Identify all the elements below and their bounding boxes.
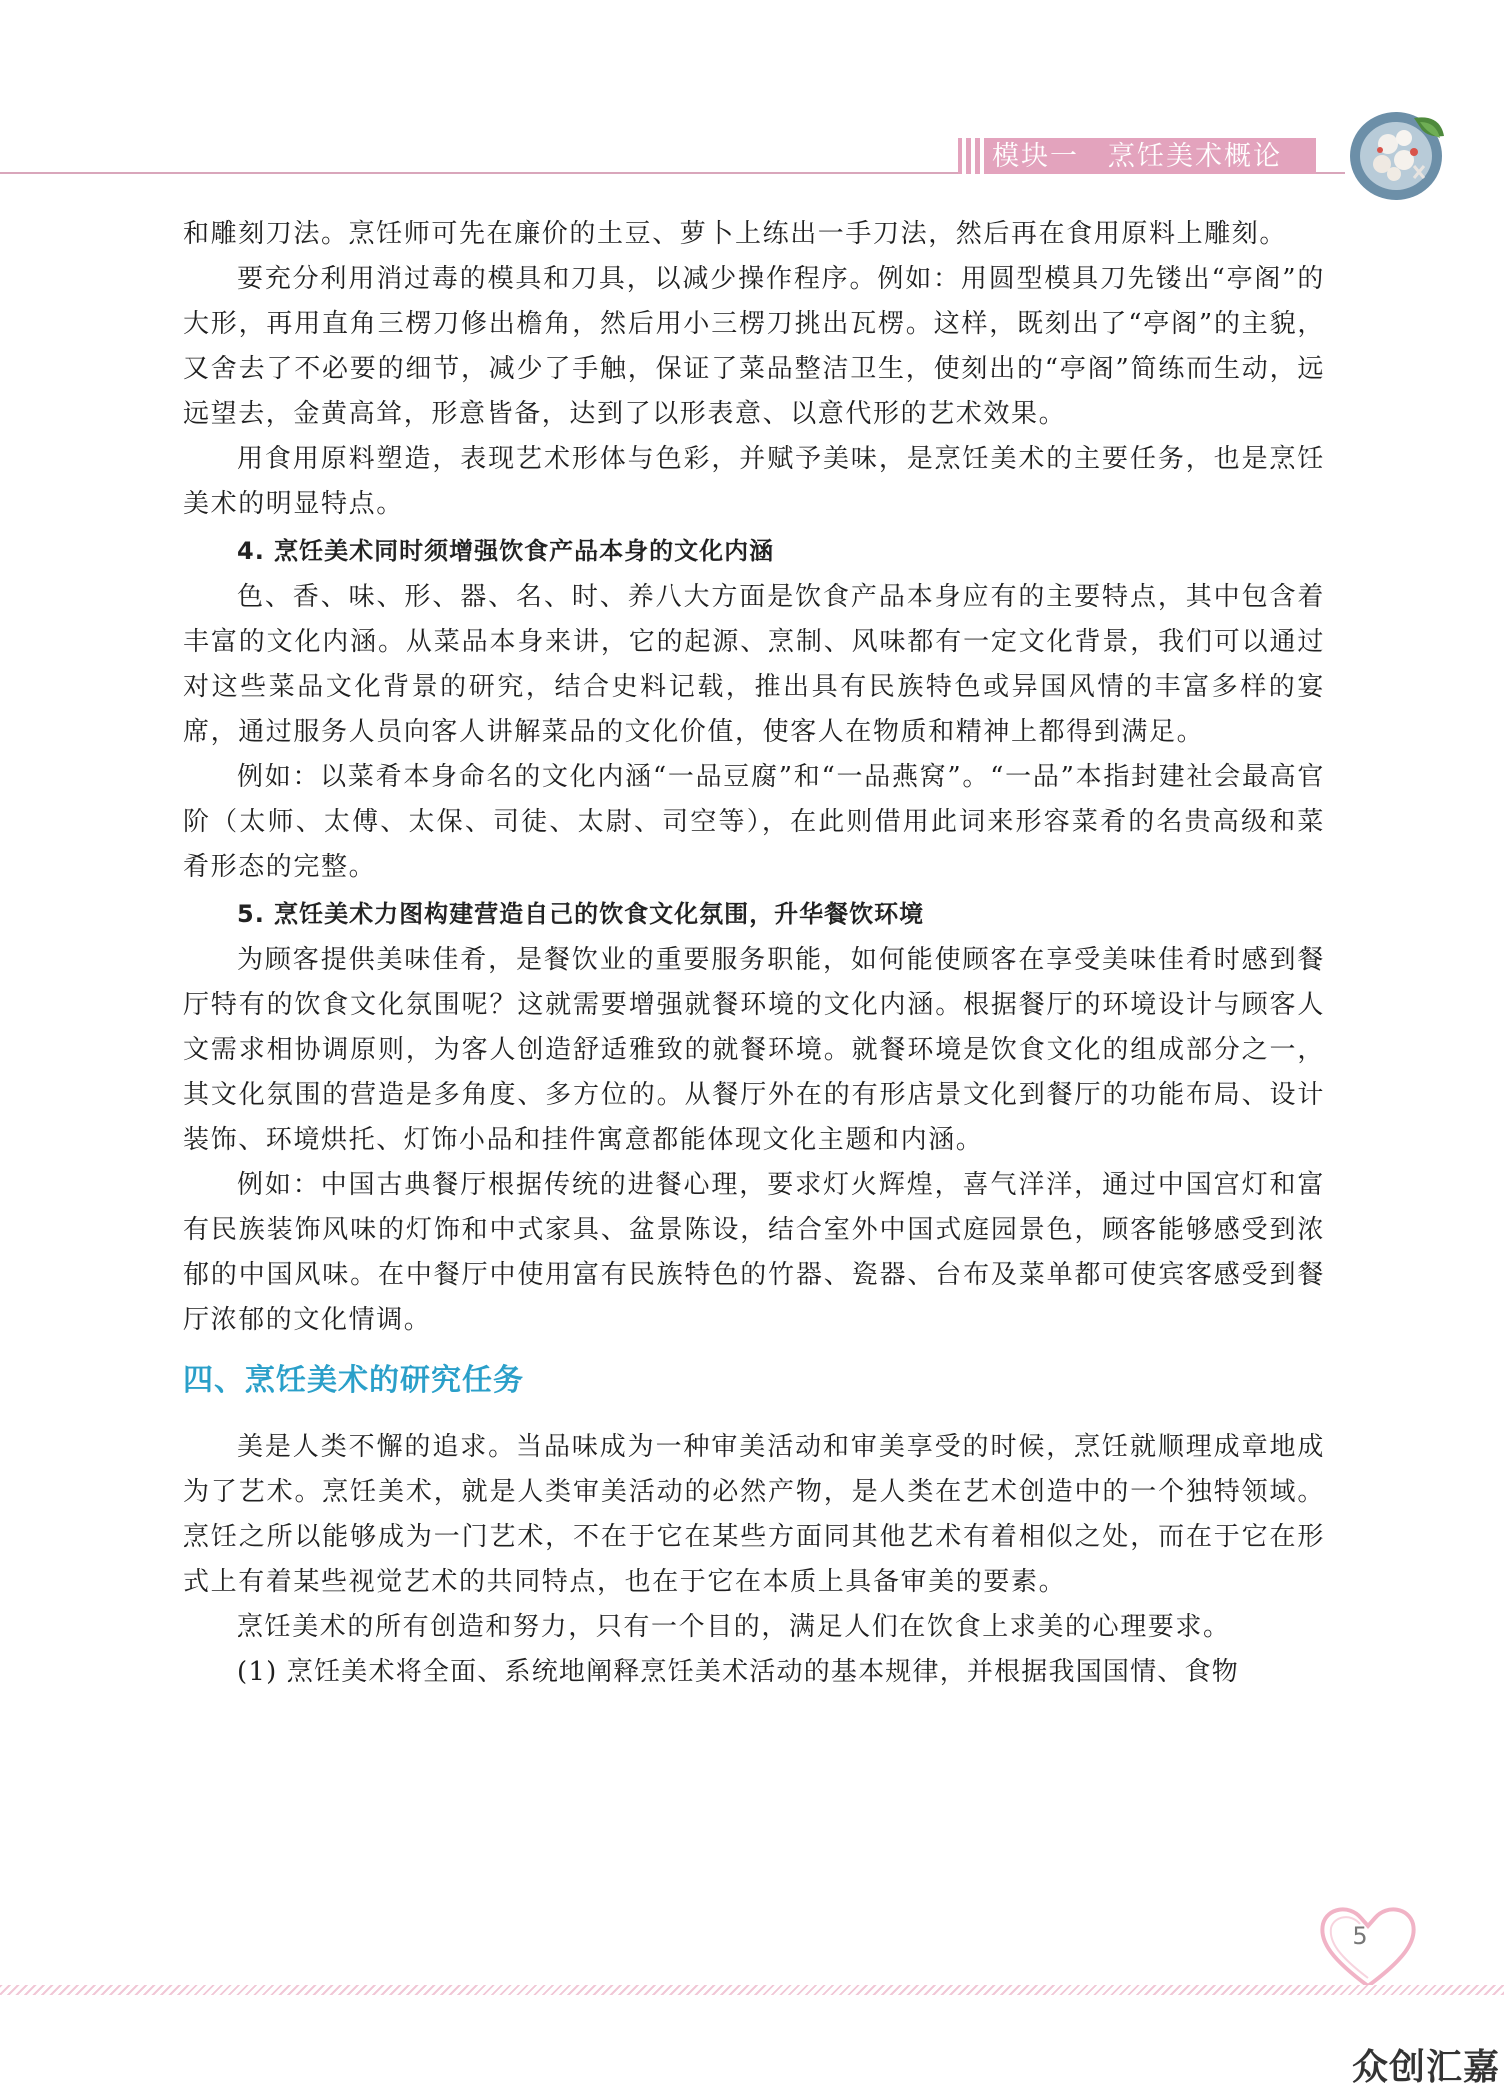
paragraph: 为顾客提供美味佳肴，是餐饮业的重要服务职能，如何能使顾客在享受美味佳肴时感到餐厅特有的饮食文化氛围呢？这就需要增强就餐环境的文化内涵。根据餐厅的环境设计与顾客人文需求相协调原则，为客人创造舒适雅致的就餐环境。就餐环境是饮食文化的组成部分之一，其文化氛围的营造是多角度、多方位的。从餐厅外在的有形店景文化到餐厅的功能布局、设计装饰、环境烘托、灯饰小品和挂件寓意都能体现文化主题和内涵。 (183, 945, 1325, 1155)
paragraph: 用食用原料塑造，表现艺术形体与色彩，并赋予美味，是烹饪美术的主要任务，也是烹饪美术的明显特点。 (183, 444, 1325, 519)
paragraph: 例如：以菜肴本身命名的文化内涵“一品豆腐”和“一品燕窝”。“一品”本指封建社会最高官阶（太师、太傅、太保、司徒、太尉、司空等），在此则借用此词来形容菜肴的名贵高级和菜肴形态的完整。 (183, 762, 1325, 882)
paragraph: 烹饪美术的所有创造和努力，只有一个目的，满足人们在饮食上求美的心理要求。 (237, 1612, 1231, 1642)
paragraph: 例如：中国古典餐厅根据传统的进餐心理，要求灯火辉煌，喜气洋洋，通过中国宫灯和富有民族装饰风味的灯饰和中式家具、盆景陈设，结合室外中国式庭园景色，顾客能够感受到浓郁的中国风味。在中餐厅中使用富有民族特色的竹器、瓷器、台布及菜单都可使宾客感受到餐厅浓郁的文化情调。 (183, 1170, 1325, 1335)
paragraph: 要充分利用消过毒的模具和刀具，以减少操作程序。例如：用圆型模具刀先镂出“亭阁”的大形，再用直角三楞刀修出檐角，然后用小三楞刀挑出瓦楞。这样，既刻出了“亭阁”的主貌，又舍去了不必要的细节，减少了手触，保证了菜品整洁卫生，使刻出的“亭阁”简练而生动，远远望去，金黄高耸，形意皆备，达到了以形表意、以意代形的艺术效果。 (183, 264, 1325, 429)
paragraph: 色、香、味、形、器、名、时、养八大方面是饮食产品本身应有的主要特点，其中包含着丰富的文化内涵。从菜品本身来讲，它的起源、烹制、风味都有一定文化背景，我们可以通过对这些菜品文化背景的研究，结合史料记载，推出具有民族特色或异国风情的丰富多样的宴席，通过服务人员向客人讲解菜品的文化价值，使客人在物质和精神上都得到满足。 (183, 582, 1325, 747)
module-title: 模块一 烹饪美术概论 (992, 141, 1282, 172)
page-body (183, 212, 1325, 1695)
subheading-4: 4. 烹饪美术同时须增强饮食产品本身的文化内涵 (237, 537, 775, 565)
watermark-text: 众创汇嘉 (1352, 2047, 1501, 2088)
subheading-5: 5. 烹饪美术力图构建营造自己的饮食文化氛围，升华餐饮环境 (237, 900, 925, 928)
paragraph: (1) 烹饪美术将全面、系统地阐释烹饪美术活动的基本规律，并根据我国国情、食物 (237, 1657, 1239, 1687)
footer-band (0, 1985, 1504, 1995)
section-title: 四、烹饪美术的研究任务 (183, 1363, 524, 1398)
paragraph: 和雕刻刀法。烹饪师可先在廉价的土豆、萝卜上练出一手刀法，然后再在食用原料上雕刻。 (183, 219, 1288, 249)
paragraph: 美是人类不懈的追求。当品味成为一种审美活动和审美享受的时候，烹饪就顺理成章地成为了艺术。烹饪美术，就是人类审美活动的必然产物，是人类在艺术创造中的一个独特领域。烹饪之所以能够成为一门艺术，不在于它在某些方面同其他艺术有着相似之处，而在于它在形式上有着某些视觉艺术的共同特点，也在于它在本质上具备审美的要素。 (183, 1432, 1325, 1597)
page-number: 5 (1352, 1922, 1368, 1950)
dish-illustration (1344, 108, 1452, 204)
